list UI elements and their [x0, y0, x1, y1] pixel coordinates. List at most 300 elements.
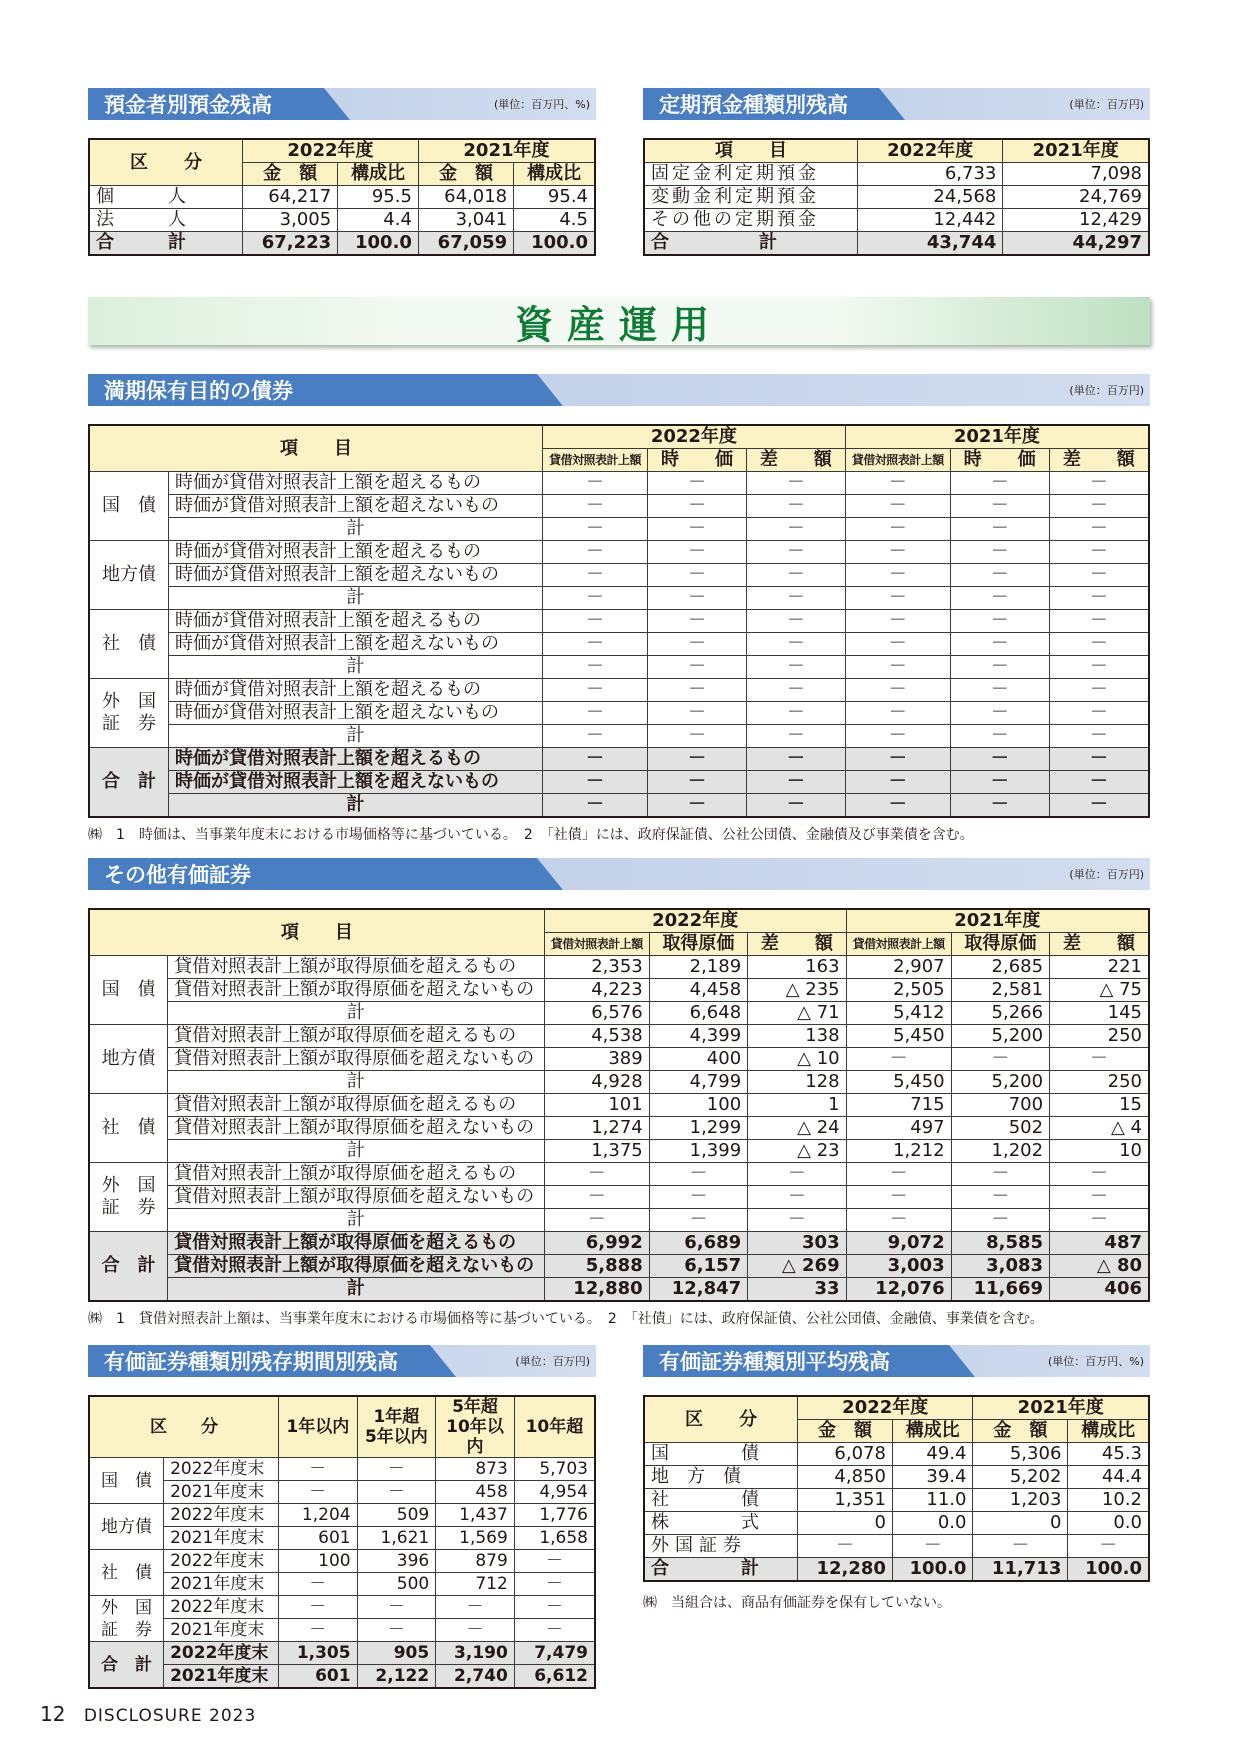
cell: 2,907	[846, 956, 951, 979]
cell: －	[951, 1186, 1049, 1209]
unit-label: (単位：百万円、%)	[493, 98, 590, 111]
row-label: 貸借対照表計上額が取得原価を超えるもの	[168, 1094, 545, 1117]
group-label: 地方債	[89, 1025, 168, 1094]
table-row	[89, 633, 1149, 656]
cell: －	[1049, 794, 1149, 818]
cell: 5,450	[846, 1071, 951, 1094]
cell: 601	[278, 1665, 357, 1689]
deposits-by-holder-section	[88, 88, 596, 256]
cell: 2,685	[951, 956, 1049, 979]
table-row	[89, 1140, 1149, 1163]
cell: －	[1068, 1535, 1149, 1558]
cell: 712	[436, 1573, 515, 1596]
cell: 2,122	[357, 1665, 436, 1689]
group-label: 社 債	[89, 1094, 168, 1163]
cell: －	[950, 702, 1049, 725]
cell: 128	[748, 1071, 846, 1094]
cell: －	[544, 1209, 649, 1232]
cell: 12,847	[649, 1278, 747, 1302]
group-label: 合 計	[89, 1232, 168, 1302]
cell: －	[845, 771, 950, 794]
header-5y-10y: 5年超 10年以内	[436, 1396, 515, 1458]
cell: －	[1050, 1209, 1149, 1232]
header-amount: 金 額	[418, 163, 513, 186]
deposits-by-holder-table	[88, 138, 596, 256]
total-row	[89, 1642, 595, 1665]
cell: 4,399	[649, 1025, 747, 1048]
cell: 0	[798, 1512, 893, 1535]
cell: 12,880	[544, 1278, 649, 1302]
cell: 5,202	[973, 1466, 1068, 1489]
cell: 389	[544, 1048, 649, 1071]
cell: 2,740	[436, 1665, 515, 1689]
cell: －	[543, 633, 648, 656]
section-title: その他有価証券	[104, 863, 251, 887]
row-label: 株 式	[644, 1512, 798, 1535]
cell: 12,280	[798, 1558, 893, 1582]
row-label: 計	[169, 656, 543, 679]
unit-label: (単位：百万円)	[515, 1355, 590, 1368]
row-label: 時価が貸借対照表計上額を超えないもの	[169, 702, 543, 725]
maturity-table	[88, 1395, 596, 1689]
row-label: 計	[168, 1140, 545, 1163]
table-row	[89, 979, 1149, 1002]
cell: 100.0	[514, 232, 595, 256]
row-label: 貸借対照表計上額が取得原価を超えないもの	[168, 1048, 545, 1071]
group-label: 合 計	[89, 1642, 164, 1689]
cell: 5,200	[951, 1025, 1049, 1048]
cell: 250	[1050, 1071, 1149, 1094]
cell: －	[746, 610, 845, 633]
row-label: 法 人	[89, 209, 243, 232]
header-item: 項 目	[89, 425, 543, 472]
cell: △ 269	[748, 1255, 846, 1278]
cell: △ 80	[1050, 1255, 1149, 1278]
cell: 6,612	[514, 1665, 595, 1689]
cell: －	[543, 725, 648, 748]
row-label: 計	[168, 1278, 545, 1302]
header-difference: 差 額	[748, 933, 846, 956]
section-title: 有価証券種類別平均残高	[659, 1350, 890, 1374]
cell: 6,576	[544, 1002, 649, 1025]
table-row	[644, 209, 1149, 232]
cell: 715	[846, 1094, 951, 1117]
cell: －	[950, 472, 1049, 495]
cell: －	[648, 679, 747, 702]
cell: 4,799	[649, 1071, 747, 1094]
section-title: 満期保有目的の債券	[104, 379, 293, 403]
cell: －	[649, 1186, 747, 1209]
other-securities-table	[88, 908, 1150, 1302]
cell: －	[845, 518, 950, 541]
header-year-2021: 2021年度	[973, 1396, 1149, 1420]
row-label: 2022年度末	[164, 1596, 279, 1619]
cell: 3,003	[846, 1255, 951, 1278]
cell: 6,078	[798, 1443, 893, 1466]
cell: －	[1049, 748, 1149, 771]
cell: 24,568	[858, 186, 1003, 209]
cell: 1,204	[278, 1504, 357, 1527]
unit-label: (単位：百万円)	[1069, 384, 1144, 397]
cell: －	[543, 564, 648, 587]
table-row	[644, 1535, 1149, 1558]
cell: －	[514, 1550, 595, 1573]
row-label: 貸借対照表計上額が取得原価を超えないもの	[168, 1117, 545, 1140]
cell: －	[892, 1535, 973, 1558]
row-label: 外国証券	[644, 1535, 798, 1558]
time-deposits-table	[643, 138, 1150, 256]
cell: 4,850	[798, 1466, 893, 1489]
cell: －	[357, 1619, 436, 1642]
asset-management-banner	[88, 297, 1150, 345]
cell: 100	[278, 1550, 357, 1573]
row-label: 時価が貸借対照表計上額を超えないもの	[169, 633, 543, 656]
cell: －	[514, 1619, 595, 1642]
cell: －	[649, 1163, 747, 1186]
row-label: 2021年度末	[164, 1665, 279, 1689]
table-row	[89, 495, 1149, 518]
unit-label: (単位：百万円、%)	[1047, 1355, 1144, 1368]
cell: －	[746, 656, 845, 679]
row-label: 変動金利定期預金	[644, 186, 858, 209]
row-label: 時価が貸借対照表計上額を超えないもの	[169, 564, 543, 587]
unit-label: (単位：百万円)	[1069, 868, 1144, 881]
cell: －	[1049, 495, 1149, 518]
cell: －	[748, 1186, 846, 1209]
cell: －	[845, 748, 950, 771]
cell: △ 75	[1050, 979, 1149, 1002]
row-label: 時価が貸借対照表計上額を超えないもの	[169, 771, 543, 794]
section-header	[88, 88, 596, 120]
table-row	[89, 587, 1149, 610]
footer-label: DISCLOSURE 2023	[83, 1706, 257, 1726]
cell: 49.4	[892, 1443, 973, 1466]
cell: 7,098	[1003, 163, 1149, 186]
cell: －	[846, 1209, 951, 1232]
row-label: 時価が貸借対照表計上額を超えるもの	[169, 679, 543, 702]
header-year-2022: 2022年度	[543, 425, 846, 449]
header-acquisition-cost: 取得原価	[951, 933, 1049, 956]
group-label: 国 債	[89, 1458, 164, 1504]
section-title: 預金者別預金残高	[104, 93, 272, 117]
table-row	[89, 1094, 1149, 1117]
other-securities-section	[88, 858, 1150, 1328]
cell: 44,297	[1003, 232, 1149, 256]
cell: 1,776	[514, 1504, 595, 1527]
header-year-2021: 2021年度	[1003, 139, 1149, 163]
table-row	[89, 1025, 1149, 1048]
table-row	[89, 1619, 595, 1642]
cell: 15	[1050, 1094, 1149, 1117]
cell: －	[1049, 702, 1149, 725]
cell: －	[436, 1619, 515, 1642]
cell: 5,888	[544, 1255, 649, 1278]
cell: 100	[649, 1094, 747, 1117]
table-row	[89, 186, 595, 209]
cell: －	[950, 518, 1049, 541]
table-row	[89, 1596, 595, 1619]
total-row	[89, 771, 1149, 794]
row-label: 2022年度末	[164, 1642, 279, 1665]
cell: －	[648, 541, 747, 564]
cell: 44.4	[1068, 1466, 1149, 1489]
cell: 6,733	[858, 163, 1003, 186]
table-row	[89, 656, 1149, 679]
cell: －	[950, 794, 1049, 818]
cell: 7,479	[514, 1642, 595, 1665]
cell: 1,212	[846, 1140, 951, 1163]
cell: 5,306	[973, 1443, 1068, 1466]
cell: 1,299	[649, 1117, 747, 1140]
total-row	[89, 232, 595, 256]
cell: －	[845, 725, 950, 748]
cell: －	[1050, 1163, 1149, 1186]
cell: 4,538	[544, 1025, 649, 1048]
cell: －	[1049, 633, 1149, 656]
cell: 2,189	[649, 956, 747, 979]
total-row	[644, 232, 1149, 256]
cell: －	[746, 794, 845, 818]
cell: 2,505	[846, 979, 951, 1002]
cell: －	[746, 564, 845, 587]
cell: －	[1049, 679, 1149, 702]
cell: －	[648, 656, 747, 679]
cell: －	[845, 610, 950, 633]
group-label: 国 債	[89, 472, 169, 541]
cell: －	[950, 610, 1049, 633]
cell: 6,689	[649, 1232, 747, 1255]
cell: －	[845, 495, 950, 518]
cell: －	[950, 771, 1049, 794]
footnote: ㈱ 当組合は、商品有価証券を保有していない。	[643, 1595, 951, 1611]
cell: －	[845, 633, 950, 656]
cell: －	[648, 794, 747, 818]
section-title: 定期預金種類別残高	[659, 93, 848, 117]
cell: －	[544, 1163, 649, 1186]
cell: 1,437	[436, 1504, 515, 1527]
cell: 95.5	[338, 186, 419, 209]
header-over-10y: 10年超	[514, 1396, 595, 1458]
row-label: 2022年度末	[164, 1504, 279, 1527]
footnote: ㈱ 1 貸借対照表計上額は、当事業年度末における市場価格等に基づいている。 2 「社債」には、政府保証債、公社公団債、金融債、事業債を含む。	[88, 1311, 1044, 1327]
cell: 905	[357, 1642, 436, 1665]
cell: －	[649, 1209, 747, 1232]
cell: －	[1049, 518, 1149, 541]
cell: －	[746, 633, 845, 656]
cell: 39.4	[892, 1466, 973, 1489]
header-difference: 差 額	[1049, 449, 1149, 472]
cell: 0.0	[1068, 1512, 1149, 1535]
cell: －	[543, 679, 648, 702]
avg-balance-section	[643, 1345, 1150, 1612]
page-number: 12	[40, 1702, 66, 1726]
cell: －	[648, 587, 747, 610]
cell: －	[950, 679, 1049, 702]
row-label: 合 計	[89, 232, 243, 256]
total-row	[89, 1255, 1149, 1278]
group-label: 国 債	[89, 956, 168, 1025]
cell: －	[746, 679, 845, 702]
cell: 100.0	[338, 232, 419, 256]
header-acquisition-cost: 取得原価	[649, 933, 747, 956]
cell: －	[278, 1619, 357, 1642]
cell: －	[746, 472, 845, 495]
cell: 1,202	[951, 1140, 1049, 1163]
cell: －	[950, 656, 1049, 679]
cell: 5,450	[846, 1025, 951, 1048]
cell: 3,005	[243, 209, 338, 232]
row-label: 貸借対照表計上額が取得原価を超えるもの	[168, 1025, 545, 1048]
cell: －	[846, 1048, 951, 1071]
cell: 11.0	[892, 1489, 973, 1512]
cell: 6,992	[544, 1232, 649, 1255]
header-book-value: 貸借対照表計上額	[544, 933, 649, 956]
cell: 101	[544, 1094, 649, 1117]
cell: －	[951, 1209, 1049, 1232]
cell: 1,351	[798, 1489, 893, 1512]
cell: 2,581	[951, 979, 1049, 1002]
total-row	[89, 1232, 1149, 1255]
cell: －	[648, 725, 747, 748]
cell: －	[1049, 564, 1149, 587]
table-row	[89, 1527, 595, 1550]
header-difference: 差 額	[1050, 933, 1149, 956]
cell: 497	[846, 1117, 951, 1140]
cell: －	[746, 702, 845, 725]
header-year-2021: 2021年度	[845, 425, 1149, 449]
row-label: 2021年度末	[164, 1619, 279, 1642]
cell: －	[951, 1163, 1049, 1186]
cell: 5,266	[951, 1002, 1049, 1025]
table-row	[89, 1186, 1149, 1209]
group-label: 外 国 証 券	[89, 1596, 164, 1642]
cell: －	[543, 656, 648, 679]
cell: －	[746, 725, 845, 748]
footnote: ㈱ 1 時価は、当事業年度末における市場価格等に基づいている。 2 「社債」には、政府保証債、公社公団債、金融債及び事業債を含む。	[88, 827, 974, 843]
row-label: 2021年度末	[164, 1481, 279, 1504]
section-header	[88, 374, 1150, 406]
cell: 221	[1050, 956, 1149, 979]
cell: 64,018	[418, 186, 513, 209]
table-row	[89, 1117, 1149, 1140]
cell: 487	[1050, 1232, 1149, 1255]
cell: －	[746, 748, 845, 771]
cell: －	[648, 518, 747, 541]
cell: 5,703	[514, 1458, 595, 1481]
table-row	[89, 679, 1149, 702]
cell: 4,223	[544, 979, 649, 1002]
cell: 458	[436, 1481, 515, 1504]
cell: －	[543, 702, 648, 725]
table-row	[89, 209, 595, 232]
cell: －	[648, 771, 747, 794]
cell: 0	[973, 1512, 1068, 1535]
header-book-value: 貸借対照表計上額	[845, 449, 950, 472]
cell: －	[514, 1596, 595, 1619]
header-market-value: 時 価	[648, 449, 747, 472]
table-row	[89, 725, 1149, 748]
cell: 100.0	[1068, 1558, 1149, 1582]
group-label: 地方債	[89, 541, 169, 610]
cell: 1,375	[544, 1140, 649, 1163]
row-label: 2022年度末	[164, 1550, 279, 1573]
group-label: 社 債	[89, 1550, 164, 1596]
group-label: 合 計	[89, 748, 169, 818]
cell: 1,274	[544, 1117, 649, 1140]
table-row	[89, 610, 1149, 633]
cell: 502	[951, 1117, 1049, 1140]
cell: 1	[748, 1094, 846, 1117]
table-row	[89, 1504, 595, 1527]
cell: 8,585	[951, 1232, 1049, 1255]
cell: －	[845, 541, 950, 564]
cell: 9,072	[846, 1232, 951, 1255]
header-amount: 金 額	[798, 1420, 893, 1443]
cell: 4,954	[514, 1481, 595, 1504]
header-year-2021: 2021年度	[418, 139, 595, 163]
cell: －	[648, 748, 747, 771]
cell: 11,713	[973, 1558, 1068, 1582]
row-label: 2021年度末	[164, 1573, 279, 1596]
cell: 250	[1050, 1025, 1149, 1048]
header-amount: 金 額	[243, 163, 338, 186]
group-label: 地方債	[89, 1504, 164, 1550]
avg-balance-table	[643, 1395, 1150, 1582]
cell: －	[748, 1163, 846, 1186]
table-row	[644, 186, 1149, 209]
cell: 5,412	[846, 1002, 951, 1025]
cell: －	[746, 587, 845, 610]
cell: －	[950, 541, 1049, 564]
total-row	[89, 748, 1149, 771]
table-row	[89, 564, 1149, 587]
table-row	[89, 956, 1149, 979]
cell: －	[748, 1209, 846, 1232]
section-title: 有価証券種類別残存期間別残高	[104, 1350, 398, 1374]
section-header	[643, 1345, 1150, 1377]
table-row	[644, 1443, 1149, 1466]
cell: 1,399	[649, 1140, 747, 1163]
cell: 11,669	[951, 1278, 1049, 1302]
cell: －	[543, 794, 648, 818]
table-row	[644, 1466, 1149, 1489]
cell: 24,769	[1003, 186, 1149, 209]
cell: －	[543, 518, 648, 541]
cell: －	[746, 541, 845, 564]
header-year-2022: 2022年度	[858, 139, 1003, 163]
cell: －	[1049, 472, 1149, 495]
table-row	[644, 1512, 1149, 1535]
cell: －	[543, 495, 648, 518]
row-label: 2022年度末	[164, 1458, 279, 1481]
header-ratio: 構成比	[1068, 1420, 1149, 1443]
cell: 500	[357, 1573, 436, 1596]
header-within-1y: 1年以内	[278, 1396, 357, 1458]
cell: －	[950, 564, 1049, 587]
cell: －	[1050, 1186, 1149, 1209]
cell: －	[950, 587, 1049, 610]
header-amount: 金 額	[973, 1420, 1068, 1443]
cell: 12,429	[1003, 209, 1149, 232]
header-year-2022: 2022年度	[544, 909, 846, 933]
row-label: 計	[169, 518, 543, 541]
row-label: 固定金利定期預金	[644, 163, 858, 186]
row-label: 計	[168, 1071, 545, 1094]
header-book-value: 貸借対照表計上額	[543, 449, 648, 472]
cell: －	[1050, 1048, 1149, 1071]
cell: 3,041	[418, 209, 513, 232]
cell: 879	[436, 1550, 515, 1573]
